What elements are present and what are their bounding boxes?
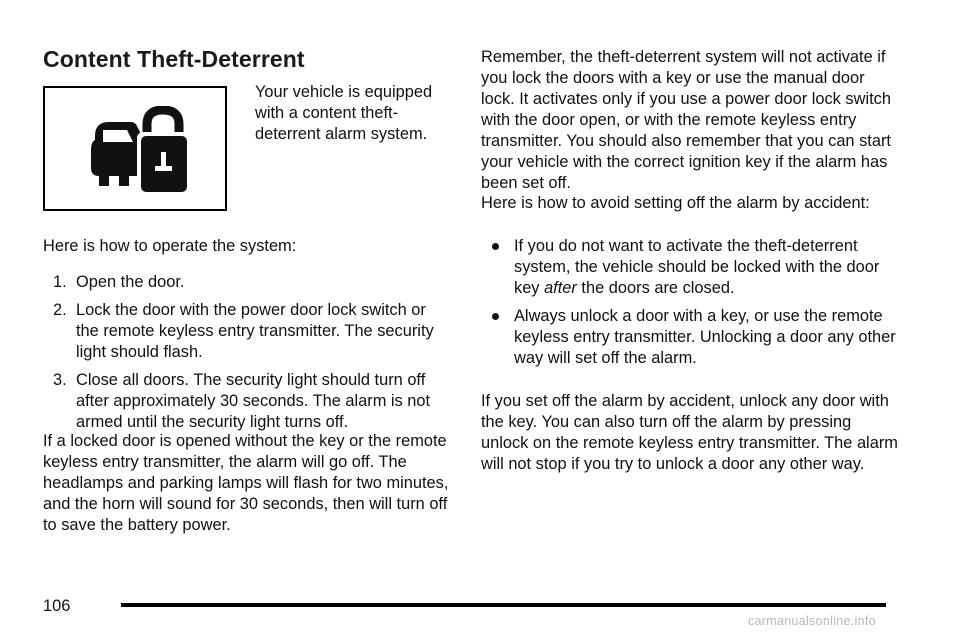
step-text: Lock the door with the power door lock switch or the remote keyless entry transmitter. The security light should flash. — [76, 301, 434, 361]
bullet-emphasis: after — [544, 279, 577, 297]
step-item — [43, 300, 453, 363]
bullet-text-before: Always unlock a door with a key, or use the remote keyless entry transmitter. Unlocking a door any other way will set off the alarm. — [514, 307, 896, 367]
security-lock-vehicle-icon — [85, 106, 189, 196]
list-item — [481, 236, 901, 299]
operate-lead-in: Here is how to operate the system: — [43, 237, 297, 255]
bullet-text-before: If you do not want to activate the theft-deterrent system, the vehicle should be locked with the door key — [514, 237, 880, 297]
avoid-tips-list — [481, 236, 901, 376]
footer-divider — [121, 603, 886, 607]
page-title: Content Theft-Deterrent — [43, 46, 305, 72]
step-item — [43, 272, 453, 293]
page-number: 106 — [43, 597, 71, 615]
icon-frame — [43, 86, 227, 211]
watermark-text: carmanualsonline.info — [748, 614, 876, 628]
bullet-text-after: the doors are closed. — [576, 279, 735, 297]
bullet-dot — [492, 243, 499, 250]
accident-paragraph: If you set off the alarm by accident, unlock any door with the key. You can also turn off the alarm by pressing unlock on the remote keyless entry transmitter. The alarm will not stop if you try to unlock a door any other way. — [481, 392, 898, 473]
bullet-dot — [492, 313, 499, 320]
step-text: Open the door. — [76, 273, 185, 291]
intro-paragraph: Your vehicle is equipped with a content theft-deterrent alarm system. — [255, 83, 433, 143]
step-number: 1. — [53, 273, 67, 291]
step-number: 2. — [53, 301, 67, 319]
avoid-lead-in: Here is how to avoid setting off the alarm by accident: — [481, 194, 870, 212]
step-item — [43, 370, 453, 433]
locked-door-paragraph: If a locked door is opened without the key or the remote keyless entry transmitter, the alarm will go off. The headlamps and parking lamps will flash for two minutes, and the horn will sound for 30 seconds, then will turn off to save the battery power. — [43, 432, 449, 534]
remember-paragraph: Remember, the theft-deterrent system will not activate if you lock the doors with a key or use the manual door lock. It activates only if you use a power door lock switch with the door open, or with the remote keyless entry transmitter. You should also remember that you can start your vehicle with the correct ignition key if the alarm has been set off. — [481, 48, 891, 192]
step-number: 3. — [53, 371, 67, 389]
operation-steps — [43, 272, 453, 440]
step-text: Close all doors. The security light should turn off after approximately 30 seconds. The alarm is not armed until the security light turns off. — [76, 371, 431, 431]
list-item — [481, 306, 901, 369]
